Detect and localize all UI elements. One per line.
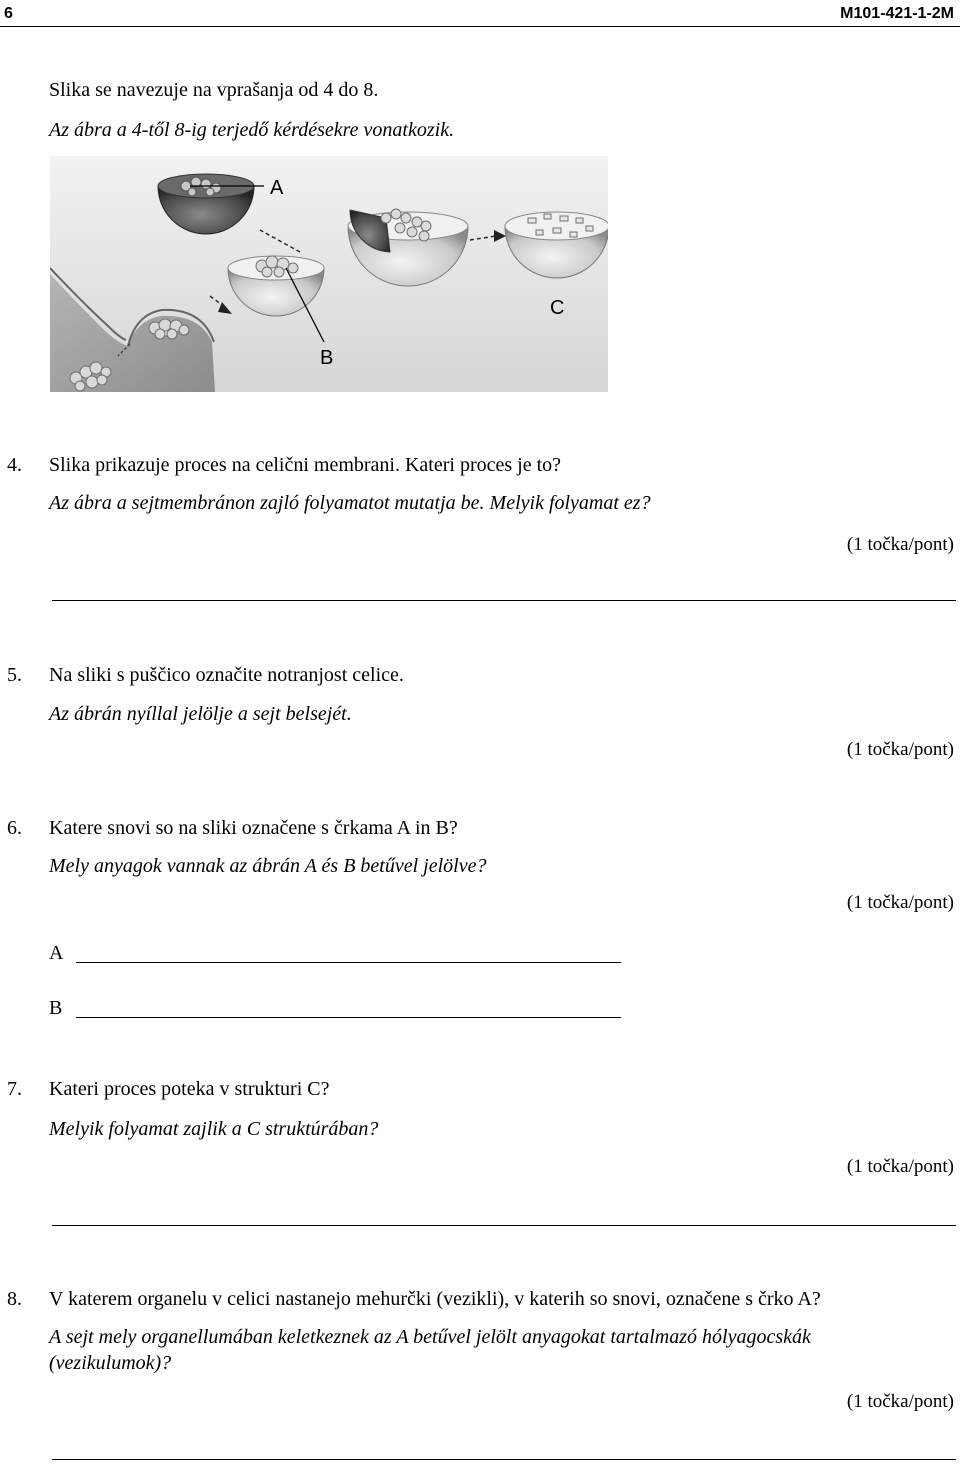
- label-b: B: [320, 347, 334, 369]
- q6-number: 6.: [7, 817, 22, 839]
- q7-answer-line[interactable]: [52, 1225, 956, 1226]
- q5-points: (1 točka/pont): [846, 739, 954, 760]
- q6-answer-a-label: A: [49, 942, 64, 964]
- q5-number: 5.: [7, 664, 22, 686]
- q8-answer-line[interactable]: [52, 1459, 956, 1460]
- q4-hungarian: Az ábra a sejtmembránon zajló folyamatot mutatja be. Melyik folyamat ez?: [49, 492, 651, 514]
- q5-hungarian: Az ábrán nyíllal jelölje a sejt belsejét.: [49, 703, 352, 725]
- q7-slovene: Kateri proces poteka v strukturi C?: [49, 1078, 330, 1100]
- intro-hungarian: Az ábra a 4-től 8-ig terjedő kérdésekre vonatkozik.: [49, 119, 455, 141]
- intro-slovene: Slika se navezuje na vprašanja od 4 do 8.: [49, 79, 379, 101]
- q7-points: (1 točka/pont): [846, 1156, 954, 1177]
- cell-membrane-figure: [50, 156, 608, 392]
- q7-number: 7.: [7, 1078, 22, 1100]
- q6-points: (1 točka/pont): [846, 892, 954, 913]
- q6-answer-a-line[interactable]: [76, 962, 621, 963]
- q8-number: 8.: [7, 1288, 22, 1310]
- q4-number: 4.: [7, 454, 22, 476]
- q6-slovene: Katere snovi so na sliki označene s črkama A in B?: [49, 817, 458, 839]
- page-header: [0, 0, 960, 27]
- exocytosis-diagram: [50, 156, 608, 392]
- q8-hungarian-cont: (vezikulumok)?: [49, 1352, 172, 1374]
- q5-slovene: Na sliki s puščico označite notranjost celice.: [49, 664, 404, 686]
- page-number: 6: [4, 5, 13, 22]
- q4-points: (1 točka/pont): [846, 534, 954, 555]
- q8-slovene: V katerem organelu v celici nastanejo mehurčki (vezikli), v katerih so snovi, označene s črko A?: [49, 1288, 821, 1310]
- label-c: C: [550, 297, 565, 319]
- exam-code: M101-421-1-2M: [840, 5, 954, 22]
- q7-hungarian: Melyik folyamat zajlik a C struktúrában?: [49, 1118, 379, 1140]
- q8-points: (1 točka/pont): [846, 1391, 954, 1412]
- q6-hungarian: Mely anyagok vannak az ábrán A és B betűvel jelölve?: [49, 855, 487, 877]
- label-a: A: [270, 177, 284, 199]
- q4-answer-line[interactable]: [52, 600, 956, 601]
- q4-slovene: Slika prikazuje proces na celični membrani. Kateri proces je to?: [49, 454, 562, 476]
- q6-answer-b-line[interactable]: [76, 1017, 621, 1018]
- q8-hungarian: A sejt mely organellumában keletkeznek az A betűvel jelölt anyagokat tartalmazó hólyagocskák: [49, 1326, 811, 1348]
- q6-answer-b-label: B: [49, 997, 63, 1019]
